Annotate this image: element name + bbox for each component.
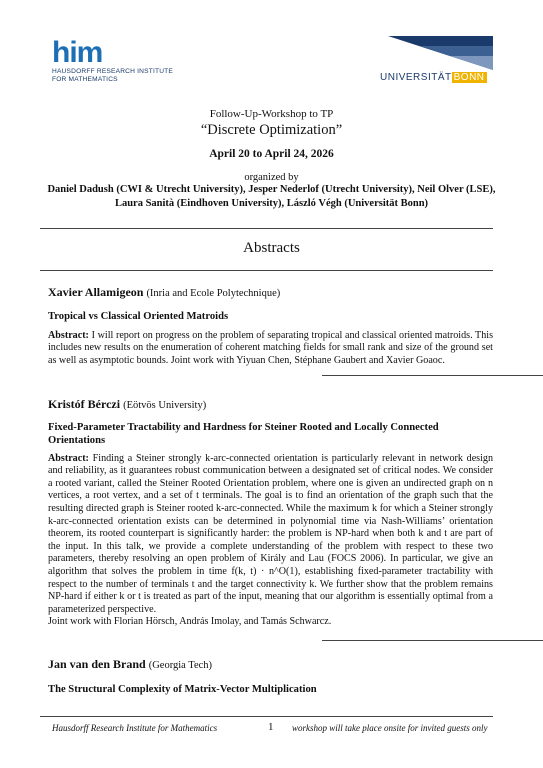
footer-divider (40, 716, 493, 717)
talk-1 (48, 286, 493, 367)
him-name-line1: HAUSDORFF RESEARCH INSTITUTE (52, 68, 173, 75)
footer-note: workshop will take place onsite for invited guests only (292, 723, 488, 733)
talk-abstract (48, 453, 493, 617)
him-mark: him (52, 36, 103, 69)
footer-institute: Hausdorff Research Institute for Mathematics (52, 723, 218, 733)
talk-title: The Structural Complexity of Matrix-Vector Multiplication (48, 683, 317, 695)
abstract-text: Finding a Steiner strongly k-arc-connected orientation is particularly relevant in network design and reliability, as it guarantees robust communication between a designated set of critical nodes. We consider a rooted variant, called the Steiner Rooted Orientation problem, where one is given an undirected graph on n vertices, a root vertex, and a set of t terminals. The goal is to find an orientation of the graph such that the resulting directed graph is Steiner rooted k-arc-connected. While the maximum k for which a Steiner strongly k-arc-connected orientation exists can be determined in polynomial time via Nash-Williams’ orientation theorem, its rooted counterpart is significantly harder: the problem is NP-hard when both k and t are part of the input. In this talk, we provide a complete understanding of the problem with respect to these two parameters, thereby resolving an open problem of Király and Lau (FOCS 2006). In particular, we give an algorithm that solves the problem in time f(k, t) · n^O(1), establishing fixed-parameter tractability with respect to the number of terminals t and the target connectivity k. We further show that the problem remains NP-hard if either k or t is treated as part of the input, meaning that our algorithm is essentially optimal from a parameterized perspective. (48, 452, 493, 615)
divider-section (40, 270, 493, 271)
speaker-name: Xavier Allamigeon (48, 285, 144, 299)
bonn-uni-text: UNIVERSITÄT (380, 72, 452, 83)
bonn-wordmark (380, 72, 493, 84)
talk-title: Tropical vs Classical Oriented Matroids (48, 310, 229, 322)
speaker-affiliation: (Inria and Ecole Polytechnique) (146, 288, 281, 299)
speaker-line (48, 398, 493, 413)
event-title: “Discrete Optimization” (200, 122, 343, 138)
section-title: Abstracts (243, 240, 300, 256)
organized-by-label: organized by (244, 172, 299, 183)
talk-abstract (48, 330, 493, 368)
abstract-label: Abstract: (48, 452, 89, 464)
speaker-affiliation: (Georgia Tech) (148, 660, 213, 671)
talk-2 (48, 398, 493, 629)
bonn-city-text: BONN (453, 72, 485, 83)
him-logo (52, 36, 212, 84)
event-dates: April 20 to April 24, 2026 (209, 148, 334, 160)
event-subtitle: Follow-Up-Workshop to TP (209, 108, 334, 120)
joint-work-note: Joint work with Florian Hörsch, András Imolay, and Tamás Schwarcz. (48, 616, 332, 628)
talk-3 (48, 658, 493, 696)
speaker-line (48, 286, 493, 301)
abstract-text: I will report on progress on the problem of separating tropical and classical oriented matroids. This includes new results on the enumeration of coherent matching fields for small rank and size of the ground set as well as asymptotic bounds. Joint work with Yiyuan Chen, Stéphane Gaubert and Xavier Goaoc. (48, 329, 493, 366)
speaker-line (48, 658, 493, 673)
speaker-affiliation: (Eötvös University) (123, 400, 207, 411)
page-number: 1 (268, 721, 274, 733)
divider-top (40, 228, 493, 229)
talk-separator (322, 375, 543, 376)
talk-title: Fixed-Parameter Tractability and Hardness for Steiner Rooted and Locally Connected Orientations (48, 421, 439, 446)
him-name-line2: FOR MATHEMATICS (52, 76, 118, 83)
organizers-list: Daniel Dadush (CWI & Utrecht University), Jesper Nederlof (Utrecht University), Neil Olver (LSE), Laura Sanità (Eindhoven University), László Végh (Universität Bonn) (47, 184, 496, 209)
abstract-label: Abstract: (48, 329, 89, 341)
talk-separator (322, 640, 543, 641)
speaker-name: Kristóf Bérczi (48, 397, 121, 411)
speaker-name: Jan van den Brand (48, 657, 146, 671)
